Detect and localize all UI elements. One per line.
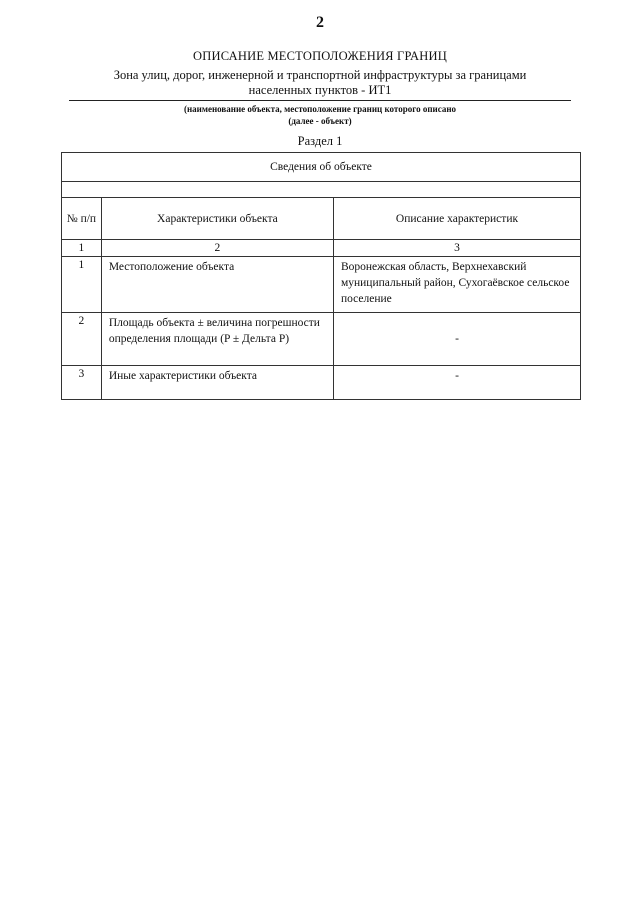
document-title: ОПИСАНИЕ МЕСТОПОЛОЖЕНИЯ ГРАНИЦ	[193, 49, 447, 63]
table-title-row	[62, 153, 581, 182]
row-number: 1	[62, 257, 102, 313]
page-number: 2	[316, 14, 324, 31]
row-characteristic: Местоположение объекта	[101, 257, 333, 313]
caption-line-2: (далее - объект)	[288, 116, 352, 126]
index-cell-2: 2	[101, 240, 333, 257]
row-description: -	[333, 366, 580, 400]
row-characteristic: Иные характеристики объекта	[101, 366, 333, 400]
index-cell-1: 1	[62, 240, 102, 257]
table-row	[62, 366, 581, 400]
row-number: 3	[62, 366, 102, 400]
row-description: Воронежская область, Верхнехавский муниципальный район, Сухогаёвское сельское поселение	[333, 257, 580, 313]
object-caption	[0, 103, 640, 127]
table-row	[62, 257, 581, 313]
table-title: Сведения об объекте	[62, 153, 581, 182]
caption-line-1: (наименование объекта, местоположение границ которого описано	[183, 104, 457, 114]
row-number: 2	[62, 313, 102, 366]
object-name: Зона улиц, дорог, инженерной и транспортной инфраструктуры за границами населенных пунктов - ИТ1	[113, 68, 527, 97]
table-row	[62, 313, 581, 366]
underline-rule	[69, 100, 571, 101]
table-blank-row	[62, 182, 581, 198]
blank-cell	[62, 182, 581, 198]
section-title: Раздел 1	[297, 134, 343, 148]
header-characteristic: Характеристики объекта	[101, 198, 333, 240]
table-index-row	[62, 240, 581, 257]
row-characteristic: Площадь объекта ± величина погрешности определения площади (P ± Дельта P)	[101, 313, 333, 366]
object-info-table	[61, 152, 581, 400]
row-description: -	[333, 313, 580, 366]
header-number: № п/п	[62, 198, 102, 240]
table-header-row	[62, 198, 581, 240]
index-cell-3: 3	[333, 240, 580, 257]
header-description: Описание характеристик	[333, 198, 580, 240]
